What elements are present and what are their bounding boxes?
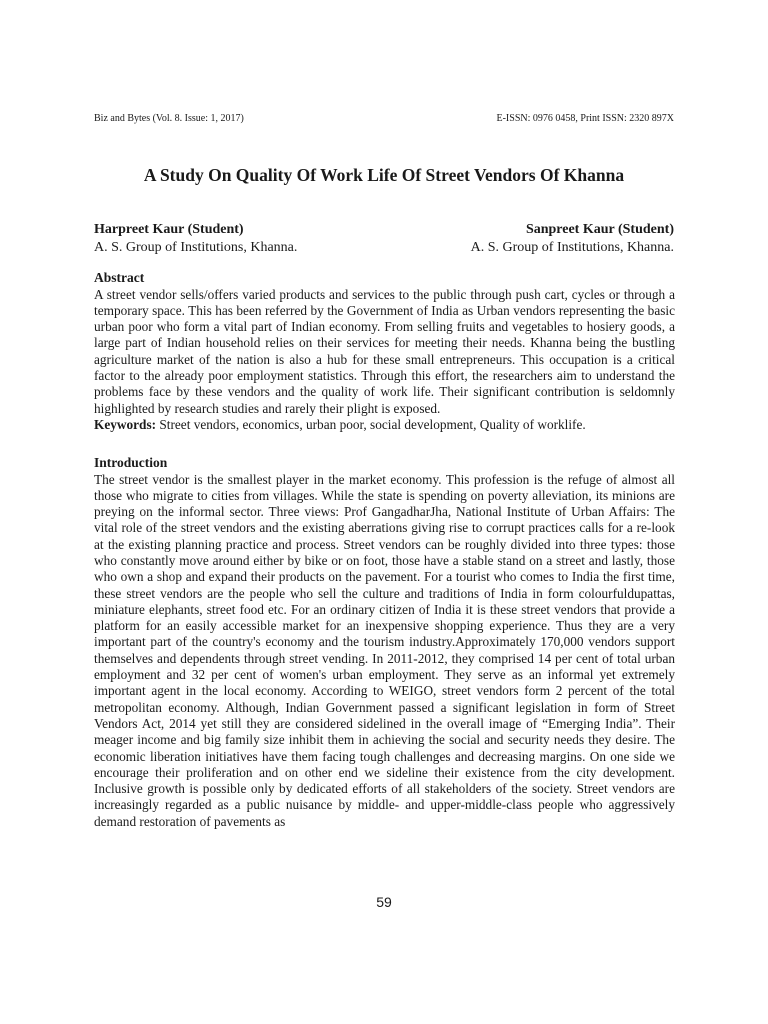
running-header <box>94 112 674 126</box>
paper-title: A Study On Quality Of Work Life Of Street Vendors Of Khanna <box>143 165 625 185</box>
author-2-affiliation: A. S. Group of Institutions, Khanna. <box>470 240 674 255</box>
introduction-text: The street vendor is the smallest player in the market economy. This profession is the refuge of almost all those who migrate to cities from villages. While the state is spending on poverty alleviation, its minions are preying on the informal sector. Three views: Prof GangadharJha, National Institute of Urban Affairs: The vital role of the street vendors and the existing aberrations giving rise to corrupt practices calls for a re-look at the existing planning practice and process. Street vendors can be roughly divided into three types: those who constantly move around either by bike or on foot, those have a stable stand on a street and lastly, those who own a shop and expand their products on the pavement. For a tourist who comes to India the first time, these street vendors are the people who sell the culture and traditions of India in form colourfuldupattas, miniature elephants, street food etc. For an ordinary citizen of India it is these street vendors that provide a platform for an easily accessible market for an inexpensive shopping experience. Thus they are a very important part of the country's economy and the tourism industry.Approximately 170,000 vendors support themselves and dependents through street vending. In 2011-2012, they comprised 14 per cent of total urban employment and 32 per cent of women's urban employment. They serve as an informal yet extremely important agent in the local economy. According to WEIGO, street vendors form 2 percent of the total metropolitan economy. Although, Indian Government passed a significant legislation in form of Street Vendors Act, 2014 yet still they are considered sidelined in the overall image of “Emerging India”. Their meager income and big family size inhibit them in achieving the social and security needs they desire. The economic liberation initiatives have them facing tough challenges and decreasing margins. On one side we encourage their proliferation and on other end we sideline their existence from the city development. Inclusive growth is possible only by dedicated efforts of all stakeholders of the society. Street vendors are increasingly regarded as a public nuisance by middle- and upper-middle-class people who aggressively demand restoration of pavements as <box>94 471 675 829</box>
abstract-section <box>94 270 675 433</box>
keywords-label: Keywords: <box>94 416 157 432</box>
author-1 <box>94 221 297 257</box>
issn-info: E-ISSN: 0976 0458, Print ISSN: 2320 897X <box>496 113 674 124</box>
keywords-text: Street vendors, economics, urban poor, social development, Quality of worklife. <box>159 416 586 432</box>
page-number: 59 <box>376 894 392 910</box>
abstract-text: A street vendor sells/offers varied products and services to the public through push cart, cycles or through a temporary space. This has been referred by the Government of India as Urban vendors representing the basic urban poor who form a vital part of Indian economy. From selling fruits and vegetables to hosiery goods, a large part of Indian household relies on their services for meeting their needs. Khanna being the bustling agriculture market of the nation is also a hub for these small entrepreneurs. This occupation is a critical factor to the already poor employment statistics. Through this effort, the researchers aim to understand the problems face by these vendors and the quality of work life. Their significant contribution is seldomnly highlighted by research studies and rarely their plight is exposed. <box>94 286 675 416</box>
author-1-affiliation: A. S. Group of Institutions, Khanna. <box>94 240 298 255</box>
author-2-name: Sanpreet Kaur (Student) <box>525 222 674 237</box>
abstract-heading: Abstract <box>94 270 145 285</box>
author-1-name: Harpreet Kaur (Student) <box>94 222 244 237</box>
introduction-section <box>94 455 675 830</box>
journal-citation: Biz and Bytes (Vol. 8. Issue: 1, 2017) <box>94 113 244 124</box>
author-2 <box>471 221 674 257</box>
keywords-line <box>94 417 675 433</box>
author-block <box>94 221 674 257</box>
introduction-heading: Introduction <box>94 455 168 470</box>
